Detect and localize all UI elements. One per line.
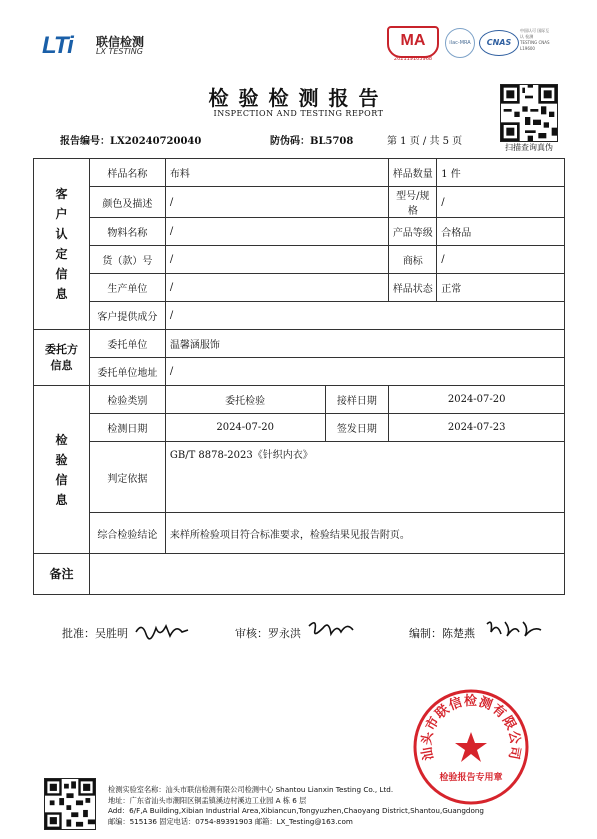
report-title-cn: 检验检测报告 — [208, 86, 389, 110]
table-row — [34, 414, 565, 442]
conclusion-label: 综合检验结论 — [89, 513, 165, 554]
product-grade-label: 产品等级 — [389, 218, 437, 246]
table-row — [34, 274, 565, 302]
approver-signature-image — [134, 618, 190, 642]
inspect-type-label: 检验类别 — [89, 386, 165, 414]
cnas-icon: CNAS — [479, 30, 519, 56]
basis-value: GB/T 8878-2023《针织内衣》 — [165, 442, 564, 513]
remark-value — [89, 554, 564, 595]
reviewer: 审核：罗永洪 — [235, 627, 301, 640]
table-row — [34, 159, 565, 187]
producer-value: / — [165, 274, 389, 302]
component-label: 客户提供成分 — [89, 302, 165, 330]
svg-text:检验报告专用章: 检验报告专用章 — [439, 773, 503, 783]
table-row — [34, 513, 565, 554]
ilac-mra-icon: ilac-MRA — [445, 28, 475, 58]
entrust-unit-value: 温馨涵服饰 — [165, 330, 564, 358]
report-info-table — [33, 158, 565, 595]
color-desc-label: 颜色及描述 — [89, 187, 165, 218]
trademark-value: / — [437, 246, 565, 274]
compiler-signature-image — [485, 616, 543, 640]
client-section-heading: 客户认定信息 — [34, 159, 90, 330]
entrust-unit-label: 委托单位 — [89, 330, 165, 358]
sample-qty-label: 样品数量 — [389, 159, 437, 187]
footer-contact: 邮编：515136 固定电话：0754-89391903 邮箱：LX_Testing@163.com — [108, 816, 353, 826]
certification-logos — [387, 26, 567, 66]
footer-address-en: Add：6/F,A Building,Xibian Industrial Area,Xibiancun,Tongyuzhen,Chaoyang District,Shantou,Guangdong — [108, 806, 484, 815]
producer-label: 生产单位 — [89, 274, 165, 302]
table-row — [34, 187, 565, 218]
logo-mark: LTi — [42, 32, 73, 59]
reviewer-signature-image — [307, 616, 357, 642]
table-row — [34, 218, 565, 246]
color-desc-value: / — [165, 187, 389, 218]
table-row — [34, 442, 565, 513]
report-title-en: INSPECTION AND TESTING REPORT — [213, 109, 384, 118]
entrust-address-label: 委托单位地址 — [89, 358, 165, 386]
table-row — [34, 386, 565, 414]
sample-state-label: 样品状态 — [389, 274, 437, 302]
test-date-value: 2024-07-20 — [165, 414, 325, 442]
footer-lab-name: 检测实验室名称：汕头市联信检测有限公司检测中心 Shantou Lianxin Testing Co., Ltd. — [108, 785, 394, 794]
page-indicator: 第 1 页 / 共 5 页 — [387, 136, 463, 147]
material-name-label: 物料名称 — [89, 218, 165, 246]
qr-caption: 扫描查询真伪 — [505, 143, 553, 152]
ma-cert-icon: MA — [387, 26, 439, 58]
sample-name-value: 布料 — [165, 159, 389, 187]
remark-label: 备注 — [34, 554, 90, 595]
approver: 批准：吴胜明 — [62, 627, 128, 640]
issue-date-label: 签发日期 — [325, 414, 389, 442]
table-row — [34, 302, 565, 330]
svg-text:汕头市联信检测有限公司: 汕头市联信检测有限公司 — [419, 694, 523, 762]
footer-qr-icon[interactable] — [44, 778, 96, 830]
anti-fake-code: 防伪码：BL5708 — [270, 136, 354, 147]
table-row — [34, 358, 565, 386]
cnas-caption: 中国认可 国际互认 检测 TESTING CNAS L19600 — [520, 28, 550, 51]
component-value: / — [165, 302, 564, 330]
test-date-label: 检测日期 — [89, 414, 165, 442]
table-row — [34, 330, 565, 358]
compiler: 编制：陈楚燕 — [409, 627, 475, 640]
footer-contact-info — [108, 785, 548, 827]
conclusion-value: 来样所检验项目符合标准要求，检验结果见报告附页。 — [165, 513, 564, 554]
logo-cn-text: 联信检测 — [96, 35, 145, 49]
entrust-address-value: / — [165, 358, 564, 386]
table-row — [34, 246, 565, 274]
model-spec-value: / — [437, 187, 565, 218]
issue-date-value: 2024-07-23 — [389, 414, 565, 442]
sample-state-value: 正常 — [437, 274, 565, 302]
sample-qty-value: 1 件 — [437, 159, 565, 187]
material-name-value: / — [165, 218, 389, 246]
basis-label: 判定依据 — [89, 442, 165, 513]
ma-cert-number: 202119105968 — [393, 56, 433, 62]
report-number: 报告编号：LX20240720040 — [60, 136, 202, 147]
model-spec-label: 型号/规格 — [389, 187, 437, 218]
table-row — [34, 554, 565, 595]
logo-en-text: LX TESTING — [96, 47, 143, 56]
item-number-label: 货（款）号 — [89, 246, 165, 274]
item-number-value: / — [165, 246, 389, 274]
lx-testing-logo — [42, 32, 182, 58]
receive-date-value: 2024-07-20 — [389, 386, 565, 414]
receive-date-label: 接样日期 — [325, 386, 389, 414]
trademark-label: 商标 — [389, 246, 437, 274]
sample-name-label: 样品名称 — [89, 159, 165, 187]
entrust-section-heading: 委托方信息 — [34, 330, 90, 386]
inspect-type-value: 委托检验 — [165, 386, 325, 414]
footer-address-cn: 地址：广东省汕头市潮阳区铜盂镇溪边村溪边工业园 A 栋 6 层 — [108, 795, 307, 805]
inspect-section-heading: 检验信息 — [34, 386, 90, 554]
product-grade-value: 合格品 — [437, 218, 565, 246]
